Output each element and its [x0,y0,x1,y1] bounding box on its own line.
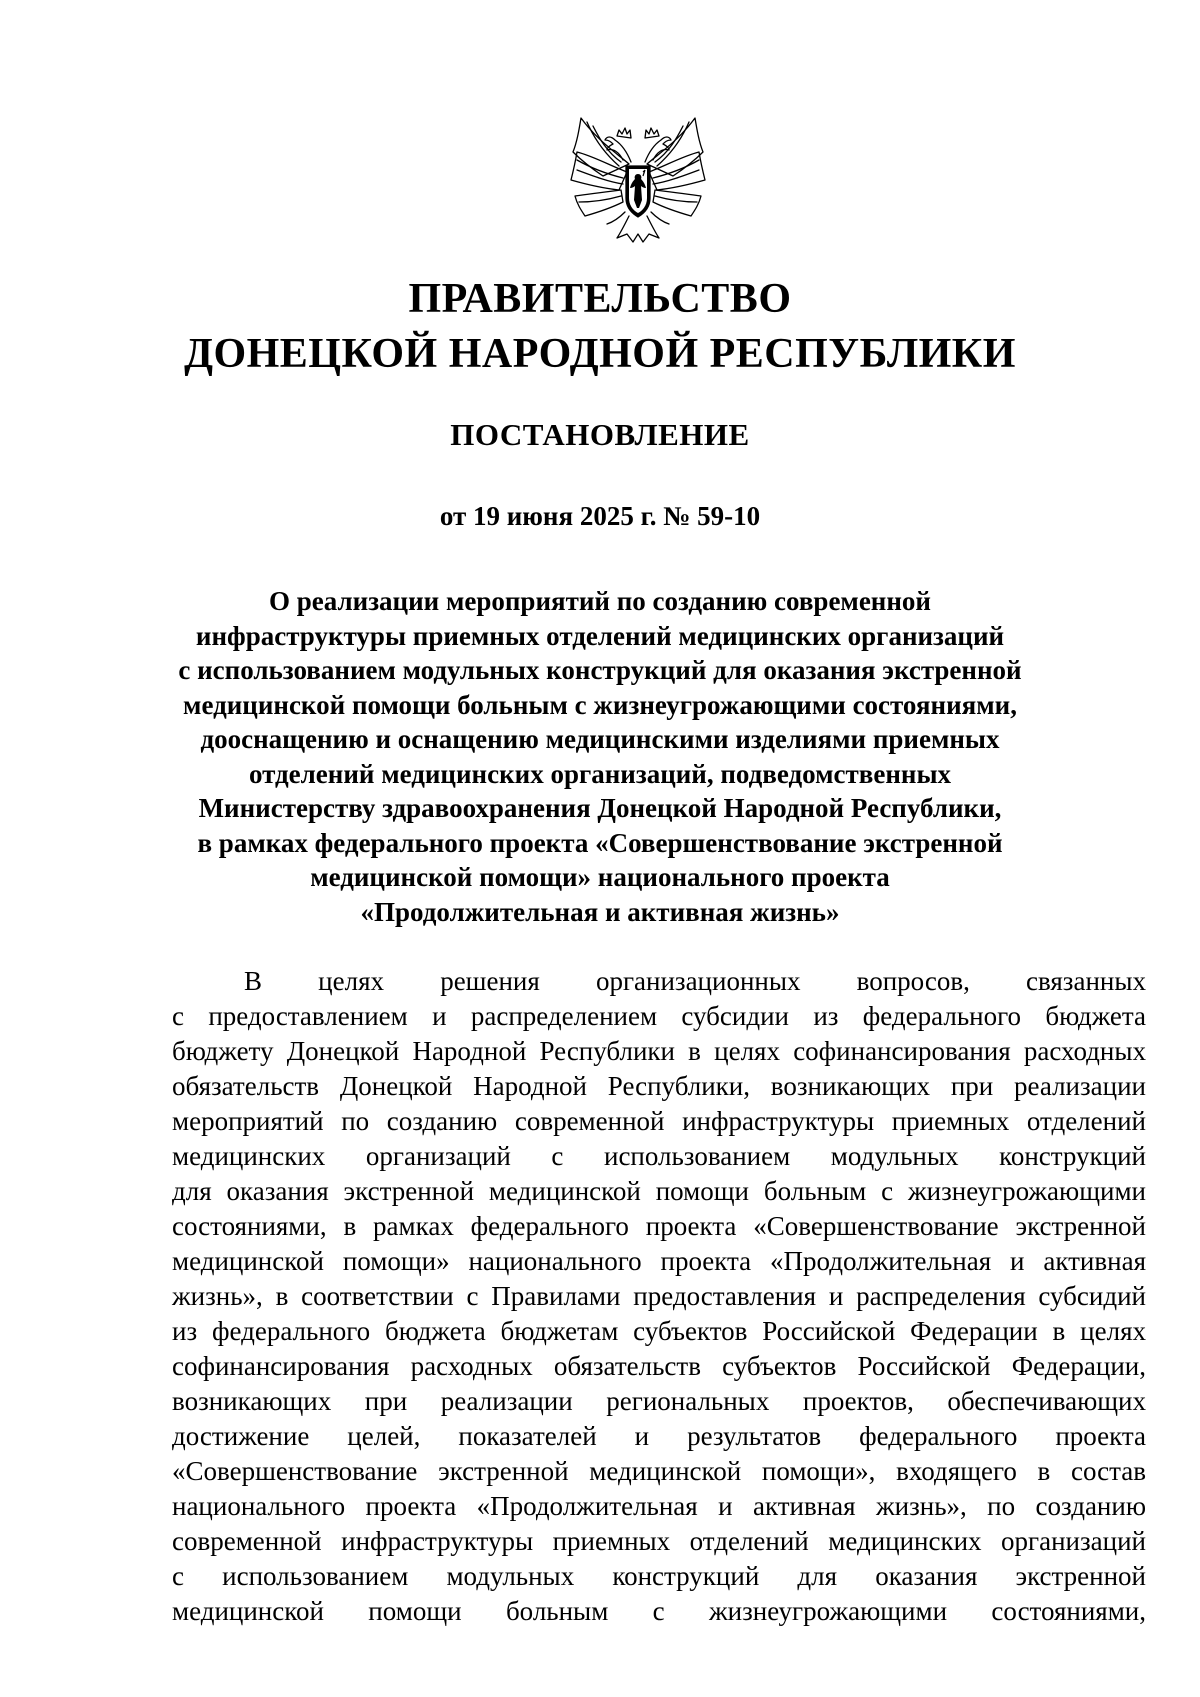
body-line: бюджету Донецкой Народной Республики в целях софинансирования расходных [172,1036,1146,1066]
subject-line: Министерству здравоохранения Донецкой Народной Республики, [198,793,1002,823]
body-line: В целях решения организационных вопросов, связанных [244,966,1146,996]
body-line: с использованием модульных конструкций для оказания экстренной [172,1561,1146,1591]
government-title [0,272,1200,382]
body-line: национального проекта «Продолжительная и активная жизнь», по созданию [172,1491,1146,1521]
body-line: для оказания экстренной медицинской помощи больным с жизнеугрожающими [172,1176,1146,1206]
body-line: возникающих при реализации региональных проектов, обеспечивающих [172,1386,1146,1416]
subject-line: О реализации мероприятий по созданию современной [269,586,931,616]
body-line: софинансирования расходных обязательств субъектов Российской Федерации, [172,1351,1146,1381]
body-line: достижение целей, показателей и результатов федерального проекта [172,1421,1146,1451]
subject-line: в рамках федерального проекта «Совершенствование экстренной [197,827,1003,858]
body-line: обязательств Донецкой Народной Республики, возникающих при реализации [172,1071,1146,1101]
body-line: «Совершенствование экстренной медицинской помощи», входящего в состав [172,1456,1146,1486]
body-line: состояниями, в рамках федерального проекта «Совершенствование экстренной [172,1211,1146,1241]
subject-line: дооснащению и оснащению медицинскими изделиями приемных [200,724,1000,754]
government-title-line-2: ДОНЕЦКОЙ НАРОДНОЙ РЕСПУБЛИКИ [184,331,1016,377]
document-subject [150,584,1050,929]
body-line: мероприятий по созданию современной инфраструктуры приемных отделений [172,1106,1146,1136]
document-type: ПОСТАНОВЛЕНИЕ [450,417,750,452]
document-date-number: от 19 июня 2025 г. № 59-10 [439,501,761,531]
body-line: медицинской помощи» национального проекта «Продолжительная и активная [172,1246,1146,1276]
subject-line: медицинской помощи больным с жизнеугрожающими состояниями, [183,689,1017,720]
double-headed-eagle-emblem-icon [563,112,713,252]
subject-line: медицинской помощи» национального проекта [310,862,890,892]
body-paragraph [172,964,1146,1629]
body-line: медицинских организаций с использованием модульных конструкций [172,1141,1146,1171]
body-line: из федерального бюджета бюджетам субъектов Российской Федерации в целях [172,1316,1146,1346]
subject-line: инфраструктуры приемных отделений медицинских организаций [195,620,1005,651]
subject-line: отделений медицинских организаций, подведомственных [248,758,952,789]
body-line: современной инфраструктуры приемных отделений медицинских организаций [172,1526,1146,1556]
body-line: медицинской помощи больным с жизнеугрожающими состояниями, [172,1596,1146,1626]
body-line: с предоставлением и распределением субсидии из федерального бюджета [172,1001,1146,1031]
government-title-line-1: ПРАВИТЕЛЬСТВО [408,276,792,322]
subject-line: «Продолжительная и активная жизнь» [360,896,840,927]
body-line: жизнь», в соответствии с Правилами предоставления и распределения субсидий [172,1281,1146,1311]
subject-line: с использованием модульных конструкций для оказания экстренной [178,655,1022,685]
